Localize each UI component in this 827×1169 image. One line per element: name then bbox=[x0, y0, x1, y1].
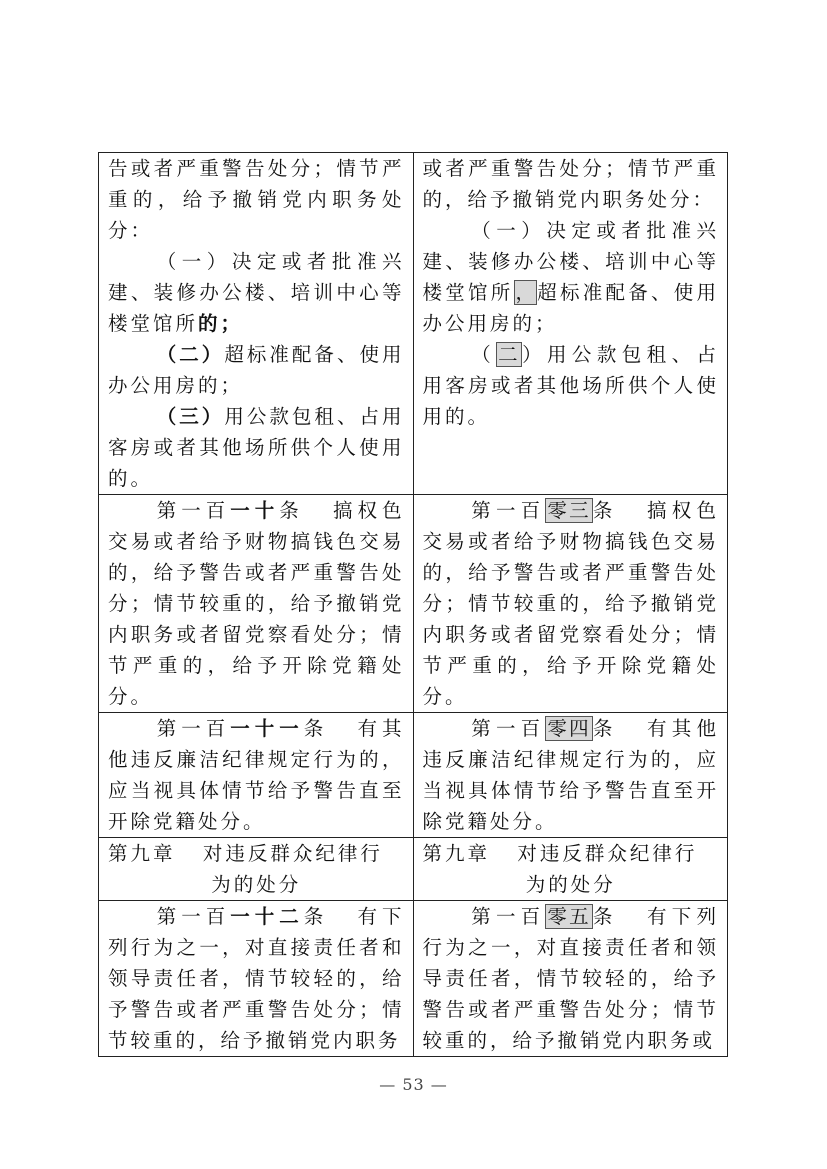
article-text: 第一百 零五 条 有下列行为之一，对直接责任者和领导责任者，情节较轻的，给予警告或者严重警告处分；情节较重的，给予撤销党内职务或 bbox=[422, 905, 719, 1052]
revision-mark: 零三 bbox=[547, 499, 591, 522]
article-number: 第一百 零三 条 bbox=[471, 499, 618, 522]
table-row bbox=[99, 495, 728, 713]
revision-mark: 零五 bbox=[547, 905, 591, 928]
clause-text: 告或者严重警告处分；情节严重的，给予撤销党内职务处分： bbox=[108, 157, 405, 242]
old-text-cell bbox=[99, 901, 414, 1057]
comparison-table bbox=[98, 152, 728, 1057]
page-number: — 53 — bbox=[379, 1075, 448, 1094]
article-number: 第一百一十条 bbox=[156, 499, 304, 522]
article-text: 第一百 零四 条 有其他违反廉洁纪律规定行为的，应当视具体情节给予警告直至开除党籍处分。 bbox=[422, 717, 719, 833]
chapter-heading: 第九章 对违反群众纪律行 bbox=[422, 842, 698, 865]
old-text-cell bbox=[99, 838, 414, 901]
clause-item: （二）超标准配备、使用办公用房的； bbox=[108, 343, 405, 397]
revision-mark: ， bbox=[515, 281, 536, 304]
article-text: 第一百 零三 条 搞权色交易或者给予财物搞钱色交易的，给予警告或者严重警告处分；情节较重的，给予撤销党内职务或者留党察看处分；情节严重的，给予开除党籍处分。 bbox=[422, 499, 719, 708]
table-row bbox=[99, 153, 728, 495]
clause-item: （ 二 ）用公款包租、占用客房或者其他场所供个人使用的。 bbox=[422, 343, 719, 428]
article-number: 第一百一十二条 bbox=[156, 905, 329, 928]
new-text-cell bbox=[413, 838, 728, 901]
chapter-heading: 第九章 对违反群众纪律行 bbox=[108, 842, 383, 865]
article-number: 第一百 零五 条 bbox=[471, 905, 618, 928]
chapter-heading-cont: 为的处分 bbox=[525, 873, 616, 896]
new-text-cell bbox=[413, 901, 728, 1057]
old-text-cell bbox=[99, 713, 414, 838]
old-text-cell bbox=[99, 153, 414, 495]
clause-item: （一）决定或者批准兴建、装修办公楼、培训中心等楼堂馆所的； bbox=[108, 250, 405, 335]
clause-item: （一）决定或者批准兴建、装修办公楼、培训中心等楼堂馆所 ， 超标准配备、使用办公用房的； bbox=[422, 219, 719, 335]
table-row bbox=[99, 713, 728, 838]
new-text-cell bbox=[413, 495, 728, 713]
chapter-heading-cont: 为的处分 bbox=[211, 873, 302, 896]
revision-mark: 零四 bbox=[547, 717, 591, 740]
new-text-cell bbox=[413, 153, 728, 495]
article-text: 第一百一十一条 有其他违反廉洁纪律规定行为的，应当视具体情节给予警告直至开除党籍处分。 bbox=[108, 717, 405, 833]
revision-mark: 二 bbox=[498, 343, 521, 366]
article-text: 第一百一十二条 有下列行为之一，对直接责任者和领导责任者，情节较轻的，给予警告或者严重警告处分；情节较重的，给予撤销党内职务 bbox=[108, 905, 405, 1052]
article-number: 第一百 零四 条 bbox=[471, 717, 618, 740]
article-number: 第一百一十一条 bbox=[156, 717, 329, 740]
clause-item: （三）用公款包租、占用客房或者其他场所供个人使用的。 bbox=[108, 405, 405, 490]
table-row bbox=[99, 901, 728, 1057]
new-text-cell bbox=[413, 713, 728, 838]
old-text-cell bbox=[99, 495, 414, 713]
table-row bbox=[99, 838, 728, 901]
clause-text: 或者严重警告处分；情节严重的，给予撤销党内职务处分： bbox=[422, 157, 719, 211]
article-text: 第一百一十条 搞权色交易或者给予财物搞钱色交易的，给予警告或者严重警告处分；情节较重的，给予撤销党内职务或者留党察看处分；情节严重的，给予开除党籍处分。 bbox=[108, 499, 405, 708]
